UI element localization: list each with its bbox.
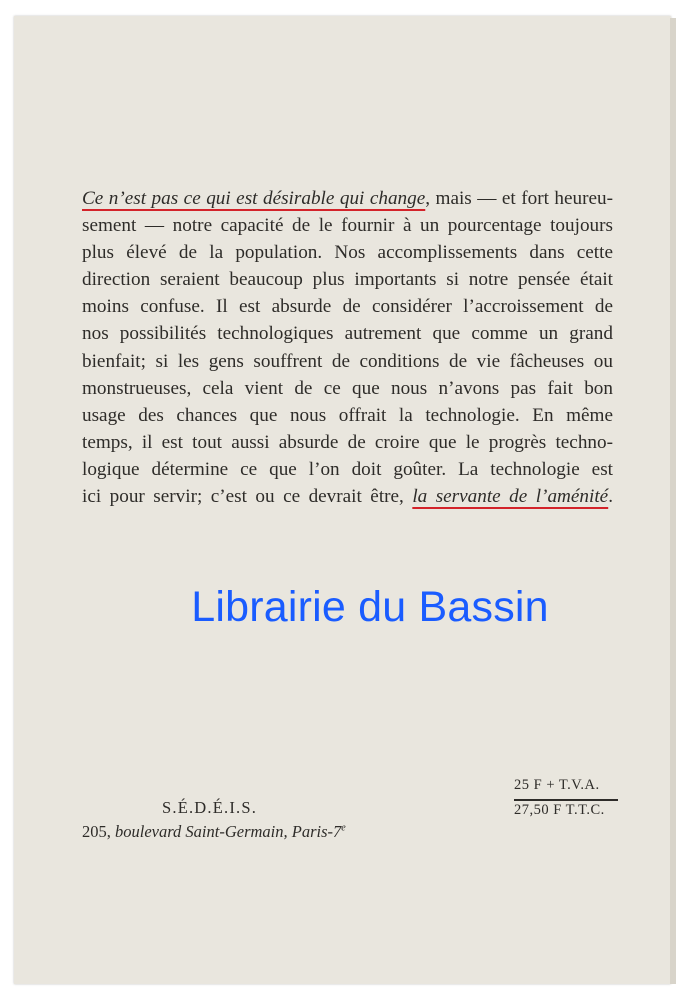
- address-number: 205,: [82, 822, 115, 841]
- price-ttc: 27,50 F T.T.C.: [514, 802, 605, 818]
- quote-text: nos possibilités technologiques autrement que comme un grand: [82, 323, 613, 345]
- quote-line: [82, 239, 613, 266]
- quote-line: [82, 483, 613, 510]
- quote-line: [82, 402, 613, 429]
- quote-text: moins confuse. Il est absurde de considérer l’accroissement de: [82, 296, 613, 318]
- publisher-address: [82, 822, 346, 842]
- quote-text: bienfait; si les gens souffrent de conditions de vie fâcheuses ou: [82, 350, 613, 372]
- quote-line: [82, 320, 613, 347]
- address-street: boulevard Saint-Germain, Paris-7: [115, 822, 342, 841]
- quote-text: logique détermine ce que l’on doit goûter. La technologie est: [82, 458, 613, 480]
- quote-text: direction seraient beaucoup plus importants si notre pensée était: [82, 269, 613, 291]
- price-rule: [514, 799, 618, 801]
- quote-line: [82, 293, 613, 320]
- quote-text: monstrueuses, cela vient de ce que nous n’avons pas fait bon: [82, 377, 613, 399]
- quote-text: ici pour servir; c’est ou ce devrait être,: [82, 486, 413, 508]
- price-ht: 25 F + T.V.A.: [514, 777, 600, 793]
- quote-text: , mais — et fort heureu-: [425, 188, 614, 209]
- quote-text: .: [608, 486, 613, 508]
- underlined-highlight: la servante de l’aménité: [412, 486, 609, 508]
- quote-text: temps, il est tout aussi absurde de croire que le progrès techno-: [82, 431, 613, 453]
- quote-text: usage des chances que nous offrait la technologie. En même: [82, 404, 613, 426]
- publisher-name: S.É.D.É.I.S.: [162, 798, 258, 817]
- quote-text: sement — notre capacité de le fournir à un pourcentage toujours: [82, 215, 613, 237]
- watermark-text: Librairie du Bassin: [191, 583, 549, 631]
- quote-text: plus élevé de la population. Nos accomplissements dans cette: [82, 242, 613, 264]
- quote-line: [82, 348, 613, 375]
- underlined-highlight: Ce n’est pas ce qui est désirable qui change: [82, 188, 426, 209]
- quote-line: [82, 266, 613, 293]
- quote-line: [82, 212, 613, 239]
- address-superscript: e: [341, 822, 346, 834]
- quote-line: [82, 456, 613, 483]
- cover-edge: [670, 18, 676, 984]
- quote-line: [82, 429, 613, 456]
- quote-line: [82, 375, 613, 402]
- quote-line: [82, 185, 613, 212]
- quote-paragraph: [82, 185, 613, 510]
